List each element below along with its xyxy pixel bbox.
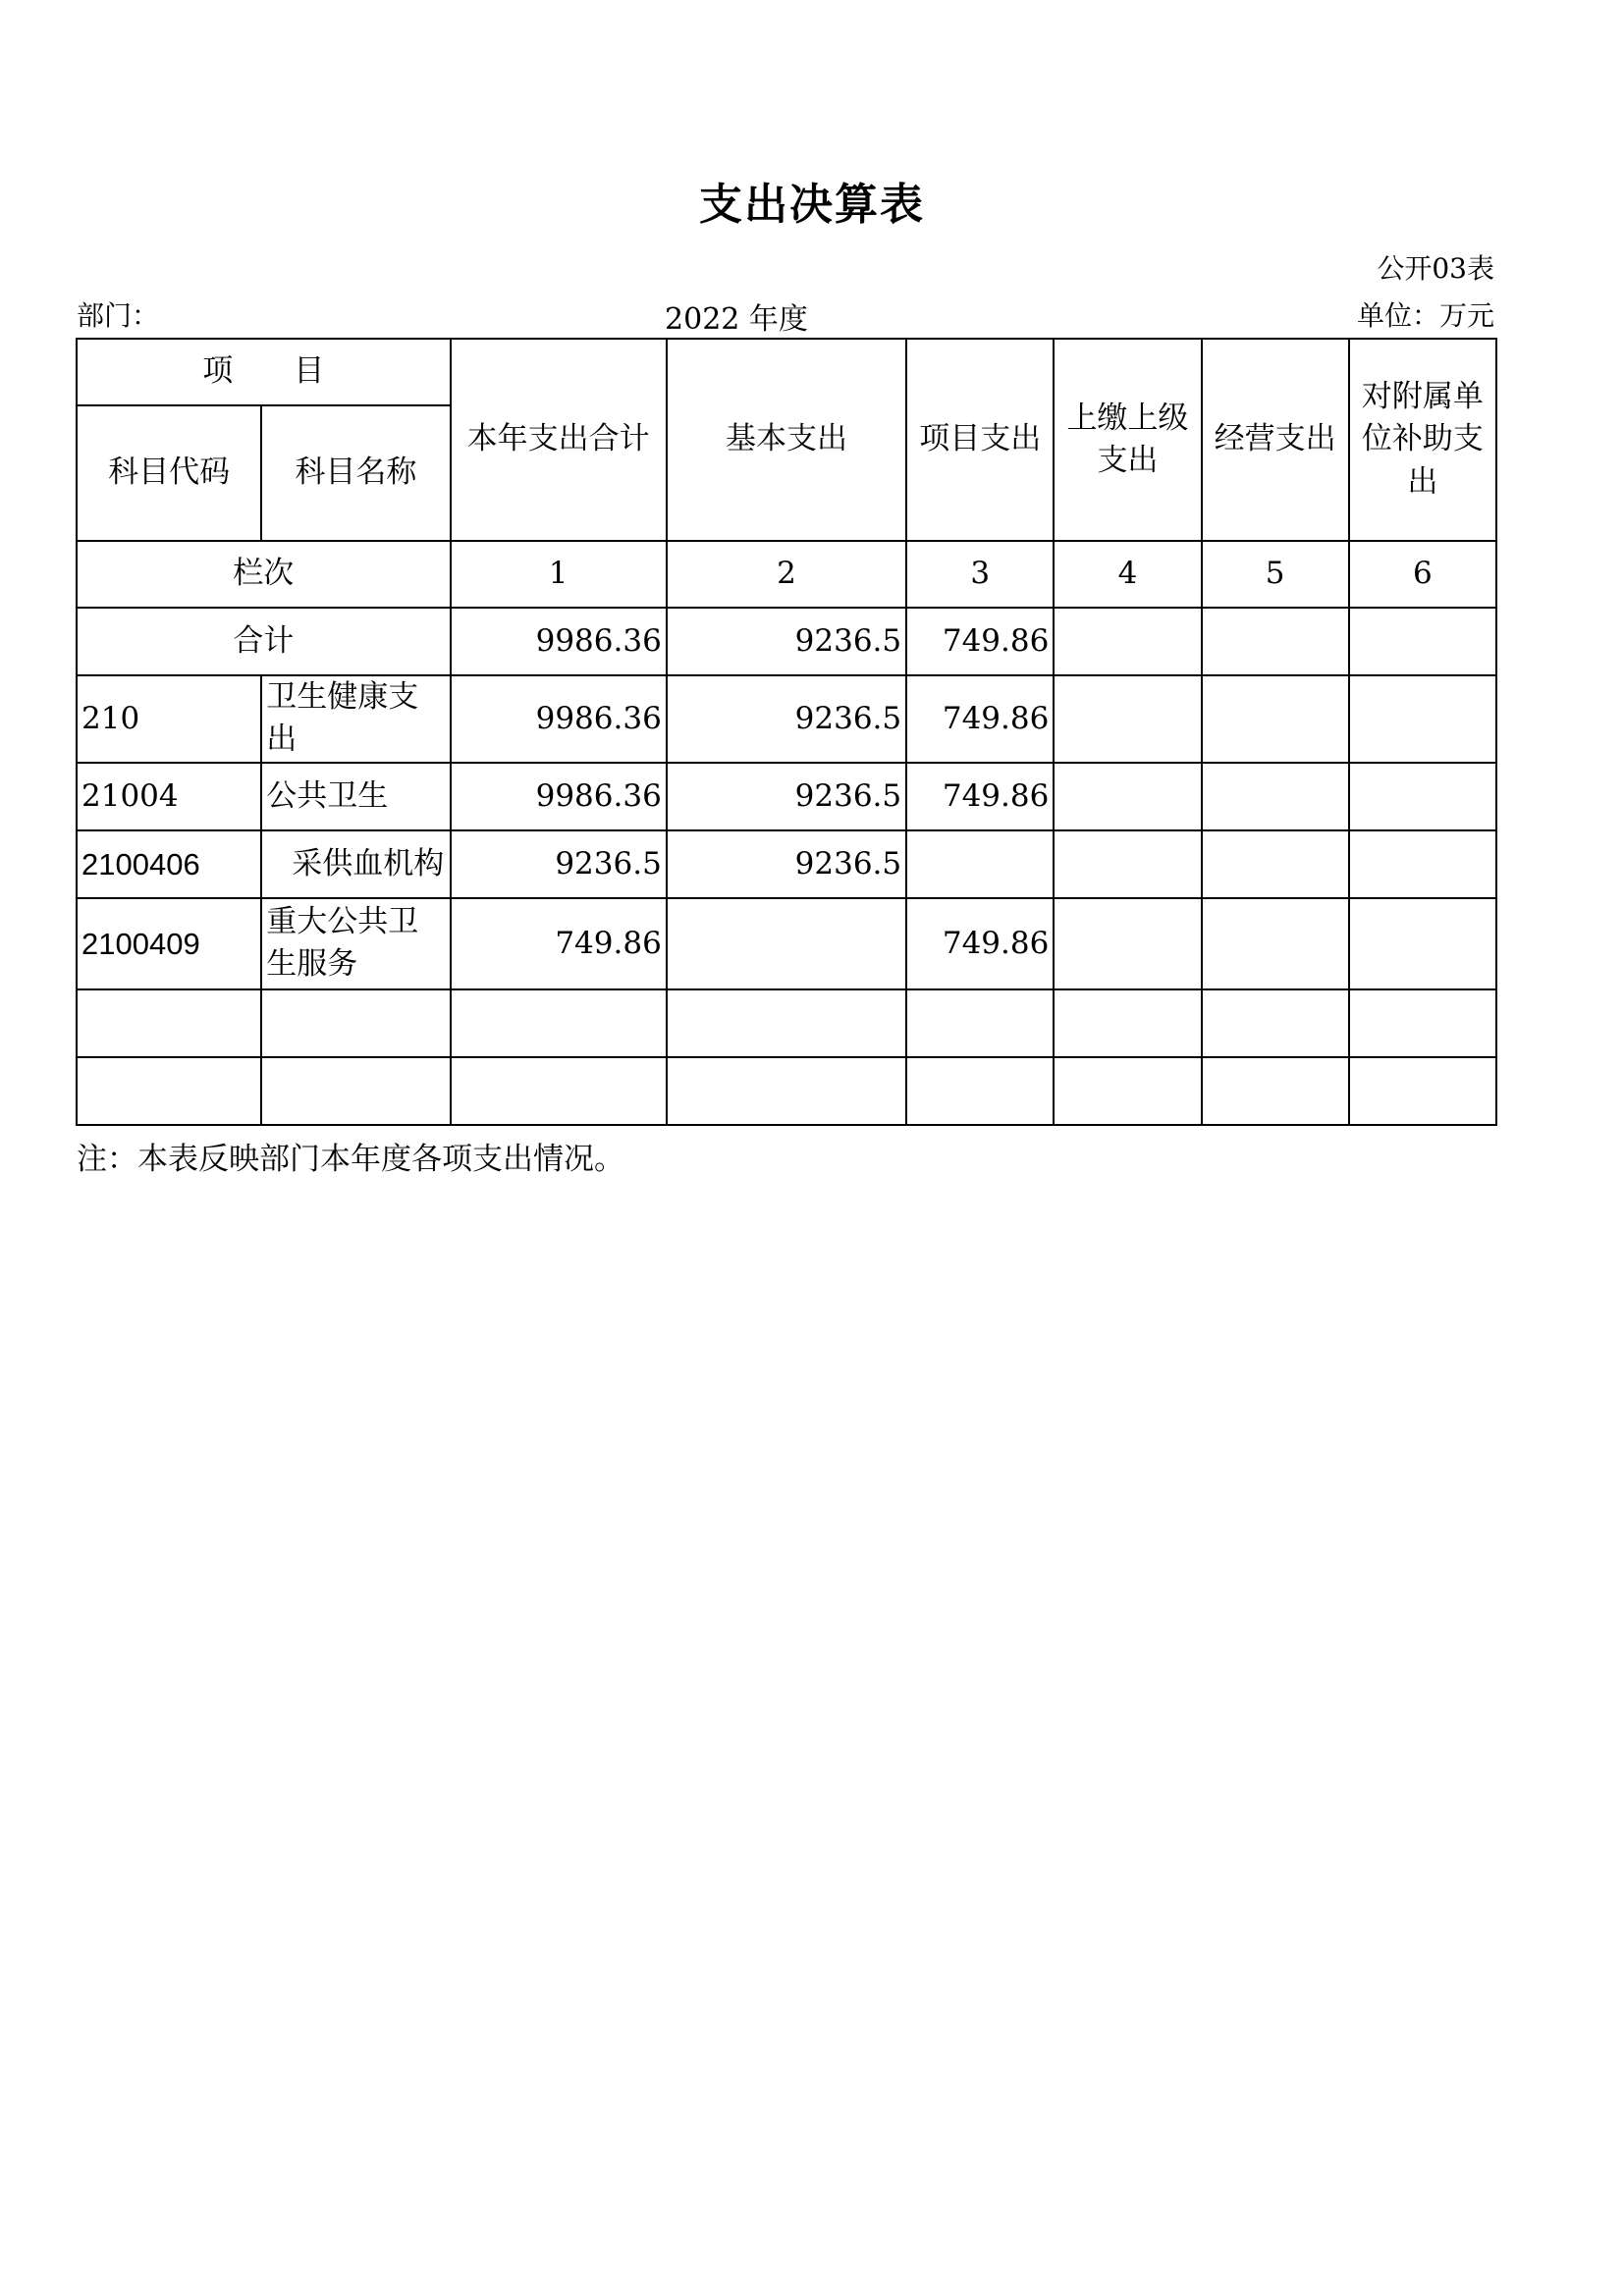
empty-cell [261, 989, 450, 1057]
row-cell: 9986.36 [451, 763, 667, 830]
row-name: 卫生健康支出 [261, 675, 450, 763]
header-code: 科目代码 [77, 405, 261, 541]
header-name: 科目名称 [261, 405, 450, 541]
empty-cell [1349, 1057, 1496, 1125]
empty-cell [906, 1057, 1054, 1125]
empty-cell [1054, 1057, 1201, 1125]
row-cell: 9236.5 [667, 830, 906, 898]
empty-cell [77, 989, 261, 1057]
header-basic: 基本支出 [667, 339, 906, 541]
empty-cell [1202, 989, 1349, 1057]
empty-cell [451, 989, 667, 1057]
total-cell: 9986.36 [451, 608, 667, 675]
empty-cell [906, 989, 1054, 1057]
column-number: 3 [906, 541, 1054, 608]
row-cell [1202, 830, 1349, 898]
row-name: 公共卫生 [261, 763, 450, 830]
row-code: 210 [77, 675, 261, 763]
row-cell [1054, 898, 1201, 989]
row-cell [1202, 675, 1349, 763]
total-cell [1349, 608, 1496, 675]
column-number: 6 [1349, 541, 1496, 608]
column-number-row [77, 541, 1496, 608]
empty-cell [261, 1057, 450, 1125]
row-cell [1349, 675, 1496, 763]
table-row [77, 763, 1496, 830]
column-number: 4 [1054, 541, 1201, 608]
total-cell: 749.86 [906, 608, 1054, 675]
table-row [77, 675, 1496, 763]
column-number: 2 [667, 541, 906, 608]
row-cell [1054, 830, 1201, 898]
row-cell [1054, 675, 1201, 763]
total-cell [1054, 608, 1201, 675]
row-cell [1054, 763, 1201, 830]
empty-cell [667, 989, 906, 1057]
row-cell [1349, 898, 1496, 989]
total-label: 合计 [77, 608, 451, 675]
unit-label: 单位：万元 [1356, 299, 1494, 332]
page-title: 支出决算表 [699, 180, 925, 230]
header-subsidy: 对附属单位补助支出 [1349, 339, 1496, 541]
header-total: 本年支出合计 [451, 339, 667, 541]
total-cell: 9236.5 [667, 608, 906, 675]
department-label: 部门： [77, 299, 160, 332]
empty-cell [667, 1057, 906, 1125]
empty-cell [1202, 1057, 1349, 1125]
row-code: 2100409 [77, 898, 261, 989]
row-cell: 9236.5 [667, 675, 906, 763]
empty-row [77, 1057, 1496, 1125]
column-label: 栏次 [77, 541, 451, 608]
row-cell: 749.86 [906, 763, 1054, 830]
total-cell [1202, 608, 1349, 675]
row-cell: 9236.5 [451, 830, 667, 898]
row-name: 重大公共卫生服务 [261, 898, 450, 989]
form-number: 公开03表 [1377, 252, 1494, 285]
row-cell [906, 830, 1054, 898]
header-upper: 上缴上级支出 [1054, 339, 1201, 541]
row-name: 采供血机构 [261, 830, 450, 898]
row-cell: 749.86 [906, 898, 1054, 989]
total-row [77, 608, 1496, 675]
footnote: 注：本表反映部门本年度各项支出情况。 [77, 1142, 624, 1177]
fiscal-year: 2022 年度 [665, 302, 808, 337]
row-cell [1202, 898, 1349, 989]
row-code: 2100406 [77, 830, 261, 898]
table-row [77, 898, 1496, 989]
row-cell [1202, 763, 1349, 830]
row-cell [667, 898, 906, 989]
table-row [77, 830, 1496, 898]
empty-cell [77, 1057, 261, 1125]
expenditure-table [76, 338, 1497, 1126]
row-cell: 749.86 [906, 675, 1054, 763]
empty-cell [1054, 989, 1201, 1057]
header-business: 经营支出 [1202, 339, 1349, 541]
column-number: 1 [451, 541, 667, 608]
header-project: 项目支出 [906, 339, 1054, 541]
row-cell: 749.86 [451, 898, 667, 989]
row-code: 21004 [77, 763, 261, 830]
row-cell: 9236.5 [667, 763, 906, 830]
row-cell [1349, 763, 1496, 830]
empty-cell [1349, 989, 1496, 1057]
column-number: 5 [1202, 541, 1349, 608]
row-cell: 9986.36 [451, 675, 667, 763]
header-item: 项 目 [77, 339, 451, 405]
empty-row [77, 989, 1496, 1057]
empty-cell [451, 1057, 667, 1125]
row-cell [1349, 830, 1496, 898]
